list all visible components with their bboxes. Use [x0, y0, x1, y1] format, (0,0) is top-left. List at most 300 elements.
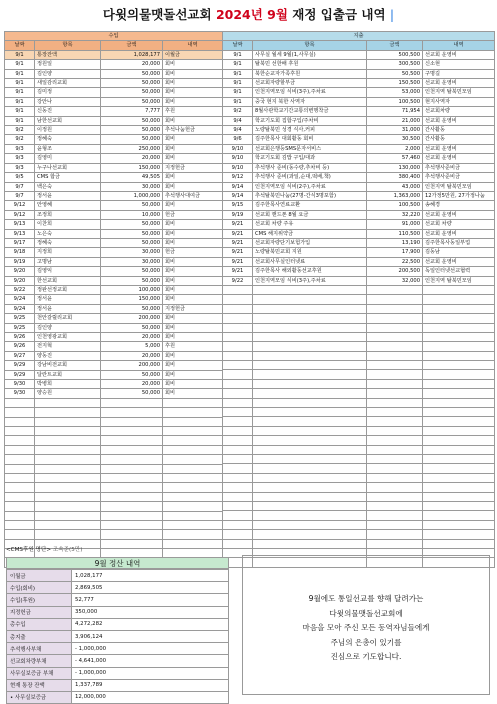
cell-date: 9/3 — [5, 144, 35, 153]
cell-detail — [163, 464, 223, 473]
expense-col-detail: 내역 — [423, 41, 495, 50]
cell-amount — [367, 464, 423, 473]
cell-amount: 50,000 — [101, 220, 163, 229]
cell-detail — [163, 408, 223, 417]
cell-date: 9/12 — [5, 201, 35, 210]
cell-amount — [367, 473, 423, 482]
cell-date — [5, 445, 35, 454]
table-row — [5, 191, 223, 200]
cell-item — [253, 464, 367, 473]
summary-label: 현재 통장 잔액 — [7, 679, 72, 691]
cell-amount — [367, 530, 423, 539]
cell-item: 강남비전교회 — [35, 361, 101, 370]
summary-label: 지정헌금 — [7, 606, 72, 618]
cell-detail — [163, 445, 223, 454]
cell-detail: 후원 — [163, 107, 223, 116]
cell-date — [5, 427, 35, 436]
cell-date: 9/2 — [5, 126, 35, 135]
cell-amount: 150,500 — [367, 79, 423, 88]
cell-detail — [423, 483, 495, 492]
cell-amount — [367, 520, 423, 529]
cell-detail — [423, 332, 495, 341]
table-row — [5, 107, 223, 116]
cell-detail — [163, 398, 223, 407]
cell-item — [253, 445, 367, 454]
cell-item: 8월사관학교기간교통의변행착금 — [253, 107, 367, 116]
cell-item — [253, 361, 367, 370]
cell-date — [223, 351, 253, 360]
cell-detail: 선교회 운영비 — [423, 257, 495, 266]
cell-amount: 31,000 — [367, 126, 423, 135]
cell-detail: 이월금 — [163, 50, 223, 59]
cell-item — [253, 492, 367, 501]
cell-detail: 추석나눔헌금 — [163, 126, 223, 135]
cell-date — [223, 492, 253, 501]
summary-value: 52,777 — [72, 594, 229, 606]
table-row — [5, 314, 223, 323]
cell-item — [35, 502, 101, 511]
cms-note-donor: 조속준(5만) — [52, 547, 83, 553]
table-row — [223, 304, 495, 313]
cell-detail — [163, 492, 223, 501]
cell-date: 9/30 — [5, 380, 35, 389]
summary-label: 수입(후원) — [7, 594, 72, 606]
table-row — [5, 210, 223, 219]
cell-date — [5, 483, 35, 492]
summary-value: 350,000 — [72, 606, 229, 618]
cell-amount — [367, 436, 423, 445]
cell-item: 달란트교회 — [35, 370, 101, 379]
summary-label: 이월금 — [7, 570, 72, 582]
table-row — [5, 238, 223, 247]
cell-amount: 7,777 — [101, 107, 163, 116]
cell-item: 통장잔액 — [35, 50, 101, 59]
cell-amount — [367, 342, 423, 351]
cell-date: 9/21 — [223, 248, 253, 257]
cell-item: 추석행사 준비(과일,순대,떡배,책) — [253, 173, 367, 182]
cell-date: 9/7 — [5, 191, 35, 200]
cell-detail — [163, 436, 223, 445]
cell-item: 노량탈북민 성경 식사,커피 — [253, 126, 367, 135]
cell-item: 신동진 — [35, 107, 101, 116]
cell-detail: 선교회 운영비 — [423, 116, 495, 125]
title-prefix: 다윗의물맷돌선교회 — [102, 7, 212, 22]
cell-item: 사무실 월세 9월(1,사무실) — [253, 50, 367, 59]
summary-row — [7, 679, 229, 691]
cell-amount — [367, 295, 423, 304]
table-row — [5, 60, 223, 69]
summary-row — [7, 570, 229, 582]
cell-date: 9/20 — [5, 276, 35, 285]
summary-label: 선교회차량부채 — [7, 655, 72, 667]
cell-date — [5, 455, 35, 464]
cell-date — [223, 520, 253, 529]
cell-detail — [163, 483, 223, 492]
cell-item: 김주한목사 대회활동 회비 — [253, 135, 367, 144]
table-row — [5, 464, 223, 473]
cell-date: 9/22 — [223, 276, 253, 285]
cell-date: 9/3 — [5, 163, 35, 172]
table-row — [5, 257, 223, 266]
cell-detail: 인천지역 탈북민모임 — [423, 88, 495, 97]
cell-item — [253, 426, 367, 435]
cell-item — [35, 398, 101, 407]
table-row — [5, 267, 223, 276]
cell-amount — [367, 285, 423, 294]
table-row — [223, 210, 495, 219]
cell-date — [223, 342, 253, 351]
cell-date: 9/29 — [5, 361, 35, 370]
cell-detail: 회비 — [163, 370, 223, 379]
cell-detail: 회비 — [163, 267, 223, 276]
message-box — [242, 555, 490, 695]
expense-section-header: 지출 — [223, 32, 495, 41]
cell-item — [253, 285, 367, 294]
cell-detail — [423, 445, 495, 454]
cell-detail: 회비 — [163, 380, 223, 389]
cell-date: 9/25 — [5, 314, 35, 323]
summary-label: 총지출 — [7, 630, 72, 642]
cell-amount — [367, 426, 423, 435]
cell-date: 9/1 — [5, 116, 35, 125]
cell-date: 9/20 — [5, 267, 35, 276]
table-row — [223, 60, 495, 69]
table-row — [223, 135, 495, 144]
cell-amount — [367, 455, 423, 464]
table-row — [5, 220, 223, 229]
cell-amount: 32,220 — [367, 210, 423, 219]
table-row — [223, 285, 495, 294]
cell-item — [35, 455, 101, 464]
cell-item: 선교회 차량 주유 — [253, 220, 367, 229]
cell-amount — [101, 492, 163, 501]
cell-item — [253, 530, 367, 539]
cell-date — [223, 483, 253, 492]
cell-detail — [423, 530, 495, 539]
cell-item — [253, 314, 367, 323]
cell-date: 9/18 — [5, 248, 35, 257]
cell-amount: 30,500 — [367, 135, 423, 144]
table-row — [5, 201, 223, 210]
cell-amount — [101, 445, 163, 454]
summary-label: • 사무실보증금 — [7, 691, 72, 703]
cell-date: 9/1 — [5, 88, 35, 97]
cell-item — [35, 417, 101, 426]
cell-item: 김인양 — [35, 323, 101, 332]
cell-detail: 회비 — [163, 333, 223, 342]
summary-value: - 1,000,000 — [72, 667, 229, 679]
cell-item: 한선교회 — [35, 276, 101, 285]
cell-date: 9/5 — [5, 173, 35, 182]
cell-date: 9/21 — [223, 238, 253, 247]
cell-detail: 송혜경 — [423, 201, 495, 210]
table-row — [5, 116, 223, 125]
cell-amount — [101, 483, 163, 492]
table-row — [223, 426, 495, 435]
cell-amount — [101, 436, 163, 445]
cell-date: 9/1 — [5, 60, 35, 69]
cell-amount — [367, 323, 423, 332]
table-row — [223, 501, 495, 510]
cell-item — [253, 408, 367, 417]
summary-row — [7, 606, 229, 618]
cell-amount: 50,000 — [101, 389, 163, 398]
table-row — [223, 351, 495, 360]
table-row — [5, 342, 223, 351]
cell-date: 9/4 — [223, 116, 253, 125]
table-row — [5, 69, 223, 78]
cell-amount: 50,000 — [101, 88, 163, 97]
cell-item — [253, 539, 367, 548]
cell-date — [223, 379, 253, 388]
cell-detail — [423, 417, 495, 426]
cell-amount: 1,000,000 — [101, 191, 163, 200]
table-row — [5, 511, 223, 520]
cell-item — [253, 332, 367, 341]
table-row — [223, 182, 495, 191]
cell-amount: 200,000 — [101, 314, 163, 323]
table-row — [223, 173, 495, 182]
cell-detail — [423, 361, 495, 370]
cell-detail: 회비 — [163, 79, 223, 88]
cell-amount: 130,000 — [367, 163, 423, 172]
cell-amount: 53,000 — [367, 88, 423, 97]
cell-detail — [423, 501, 495, 510]
cell-detail: 인천지역 탈북민모임 — [423, 182, 495, 191]
cell-amount — [101, 427, 163, 436]
cell-detail: 회비 — [163, 323, 223, 332]
cell-detail: 회비 — [163, 60, 223, 69]
cell-item — [35, 483, 101, 492]
cell-detail — [423, 379, 495, 388]
cell-item — [253, 417, 367, 426]
table-row — [223, 267, 495, 276]
cell-item — [35, 530, 101, 539]
cell-amount — [101, 455, 163, 464]
cell-date: 9/1 — [5, 69, 35, 78]
cell-date — [223, 464, 253, 473]
cell-date: 9/2 — [223, 107, 253, 116]
cell-date: 9/1 — [5, 97, 35, 106]
cell-date: 9/12 — [5, 210, 35, 219]
table-row — [223, 539, 495, 548]
cell-amount: 91,000 — [367, 220, 423, 229]
cell-detail: 후원 — [163, 342, 223, 351]
table-row — [5, 436, 223, 445]
cell-date: 9/13 — [5, 229, 35, 238]
cell-date: 9/24 — [5, 304, 35, 313]
cell-date: 9/4 — [223, 126, 253, 135]
cell-date — [5, 417, 35, 426]
cell-detail — [423, 370, 495, 379]
cell-date — [223, 370, 253, 379]
title-suffix: 재정 입출금 내역 — [292, 7, 386, 22]
cell-date: 9/30 — [5, 389, 35, 398]
summary-value: 1,028,177 — [72, 570, 229, 582]
cell-item — [35, 464, 101, 473]
cell-amount: 300,500 — [367, 60, 423, 69]
table-row — [5, 502, 223, 511]
table-row — [223, 455, 495, 464]
table-row — [5, 126, 223, 135]
expense-col-item: 항목 — [253, 41, 367, 50]
cell-detail: 김주한목사동일부업 — [423, 238, 495, 247]
cell-amount: 50,000 — [101, 370, 163, 379]
summary-value: 1,337,789 — [72, 679, 229, 691]
cell-amount — [101, 520, 163, 529]
cell-item: 정완선정교회 — [35, 285, 101, 294]
table-row — [223, 436, 495, 445]
cell-item — [253, 501, 367, 510]
summary-label: 사무실보증금 부채 — [7, 667, 72, 679]
cell-detail: 회비 — [163, 276, 223, 285]
cell-date: 9/3 — [5, 154, 35, 163]
cell-item: 인천지역모임 식비(3주),주차료 — [253, 88, 367, 97]
summary-value: - 1,000,000 — [72, 643, 229, 655]
cell-amount: 150,000 — [101, 295, 163, 304]
table-row — [223, 370, 495, 379]
income-table — [4, 31, 223, 568]
cell-date: 9/19 — [5, 257, 35, 266]
table-row — [223, 464, 495, 473]
cell-amount: 50,000 — [101, 304, 163, 313]
cell-date: 9/25 — [5, 323, 35, 332]
cell-item: 강안나 — [35, 97, 101, 106]
table-row — [223, 163, 495, 172]
cell-amount: 30,000 — [101, 182, 163, 191]
cell-item: 추석행사 준비(동수량,추차비 등) — [253, 163, 367, 172]
cell-amount — [367, 398, 423, 407]
table-row — [223, 520, 495, 529]
table-row — [5, 173, 223, 182]
cell-detail: 선교회 차량 — [423, 220, 495, 229]
cell-detail — [163, 473, 223, 482]
cell-amount: 200,000 — [101, 361, 163, 370]
table-row — [223, 314, 495, 323]
cell-date: 9/21 — [223, 267, 253, 276]
cell-detail: 회비 — [163, 314, 223, 323]
cell-amount — [367, 332, 423, 341]
cell-item: 정원일 — [35, 60, 101, 69]
cell-amount: 21,000 — [367, 116, 423, 125]
table-row — [5, 276, 223, 285]
cell-amount — [101, 398, 163, 407]
cell-detail: 지정헌금 — [163, 163, 223, 172]
cell-date — [5, 436, 35, 445]
table-row — [223, 229, 495, 238]
cell-item — [253, 323, 367, 332]
cell-date — [5, 398, 35, 407]
expense-col-amount: 금액 — [367, 41, 423, 50]
summary-label: 추석행사부채 — [7, 643, 72, 655]
cell-detail — [163, 511, 223, 520]
cms-note-label: <CMS후원 명단> — [6, 547, 52, 553]
cell-amount: 50,000 — [101, 276, 163, 285]
cell-amount: 50,000 — [101, 79, 163, 88]
cell-item — [253, 436, 367, 445]
cell-detail — [423, 398, 495, 407]
table-row — [5, 389, 223, 398]
cell-amount: 20,000 — [101, 60, 163, 69]
summary-row — [7, 594, 229, 606]
cell-date — [223, 314, 253, 323]
cell-detail — [423, 436, 495, 445]
table-row — [5, 144, 223, 153]
cell-amount: 22,500 — [367, 257, 423, 266]
cell-amount: 50,000 — [101, 267, 163, 276]
cell-detail: 회비 — [163, 295, 223, 304]
message-line: 다윗의물맷돌선교회에 — [329, 608, 403, 618]
cell-date: 9/26 — [5, 333, 35, 342]
cell-detail: 회비 — [163, 154, 223, 163]
table-row — [223, 144, 495, 153]
income-col-detail: 내역 — [163, 41, 223, 50]
cell-item: 추석탈북민나눔(27명-간식3명포함) — [253, 191, 367, 200]
cell-detail: 추석행사대여금 — [163, 191, 223, 200]
cell-amount — [101, 511, 163, 520]
cell-item: CMS 해지위약금 — [253, 229, 367, 238]
table-row — [5, 248, 223, 257]
cell-date: 9/21 — [223, 229, 253, 238]
table-row — [223, 530, 495, 539]
cell-item — [253, 304, 367, 313]
cell-amount — [367, 361, 423, 370]
cell-detail: 회비 — [163, 220, 223, 229]
cell-item — [253, 473, 367, 482]
cell-item: 중국 현지 북한 사역자 — [253, 97, 367, 106]
cell-amount — [101, 502, 163, 511]
cell-date — [5, 408, 35, 417]
cell-detail: 신소현 — [423, 60, 495, 69]
cell-item: 북한순교자가족후원 — [253, 69, 367, 78]
cell-item: 노은숙 — [35, 229, 101, 238]
expense-rows — [223, 50, 495, 567]
cell-amount: 500,500 — [367, 50, 423, 59]
cell-detail — [423, 314, 495, 323]
cell-item: 새일감리교회 — [35, 79, 101, 88]
cell-amount — [367, 304, 423, 313]
cell-item: 양승원 — [35, 389, 101, 398]
cell-detail: 추석행사준비금 — [423, 163, 495, 172]
table-row — [223, 107, 495, 116]
cell-date: 9/1 — [223, 60, 253, 69]
table-row — [223, 97, 495, 106]
table-row — [223, 483, 495, 492]
table-row — [5, 473, 223, 482]
cell-detail — [423, 464, 495, 473]
cell-detail — [423, 539, 495, 548]
cell-date: 9/22 — [5, 285, 35, 294]
cell-amount: 50,000 — [101, 229, 163, 238]
cell-amount: 380,400 — [367, 173, 423, 182]
cell-amount — [367, 351, 423, 360]
cell-amount — [367, 492, 423, 501]
cell-date — [223, 323, 253, 332]
cell-date — [5, 464, 35, 473]
cell-amount: 50,000 — [101, 323, 163, 332]
cell-amount — [367, 501, 423, 510]
income-col-item: 항목 — [35, 41, 101, 50]
cell-date — [5, 502, 35, 511]
cell-date — [223, 530, 253, 539]
table-row — [223, 154, 495, 163]
cell-item: CMS 합금 — [35, 173, 101, 182]
cell-date — [223, 295, 253, 304]
cell-detail: 독일인터넷선교협력 — [423, 267, 495, 276]
summary-label: 총수입 — [7, 618, 72, 630]
table-row — [223, 323, 495, 332]
table-row — [223, 201, 495, 210]
